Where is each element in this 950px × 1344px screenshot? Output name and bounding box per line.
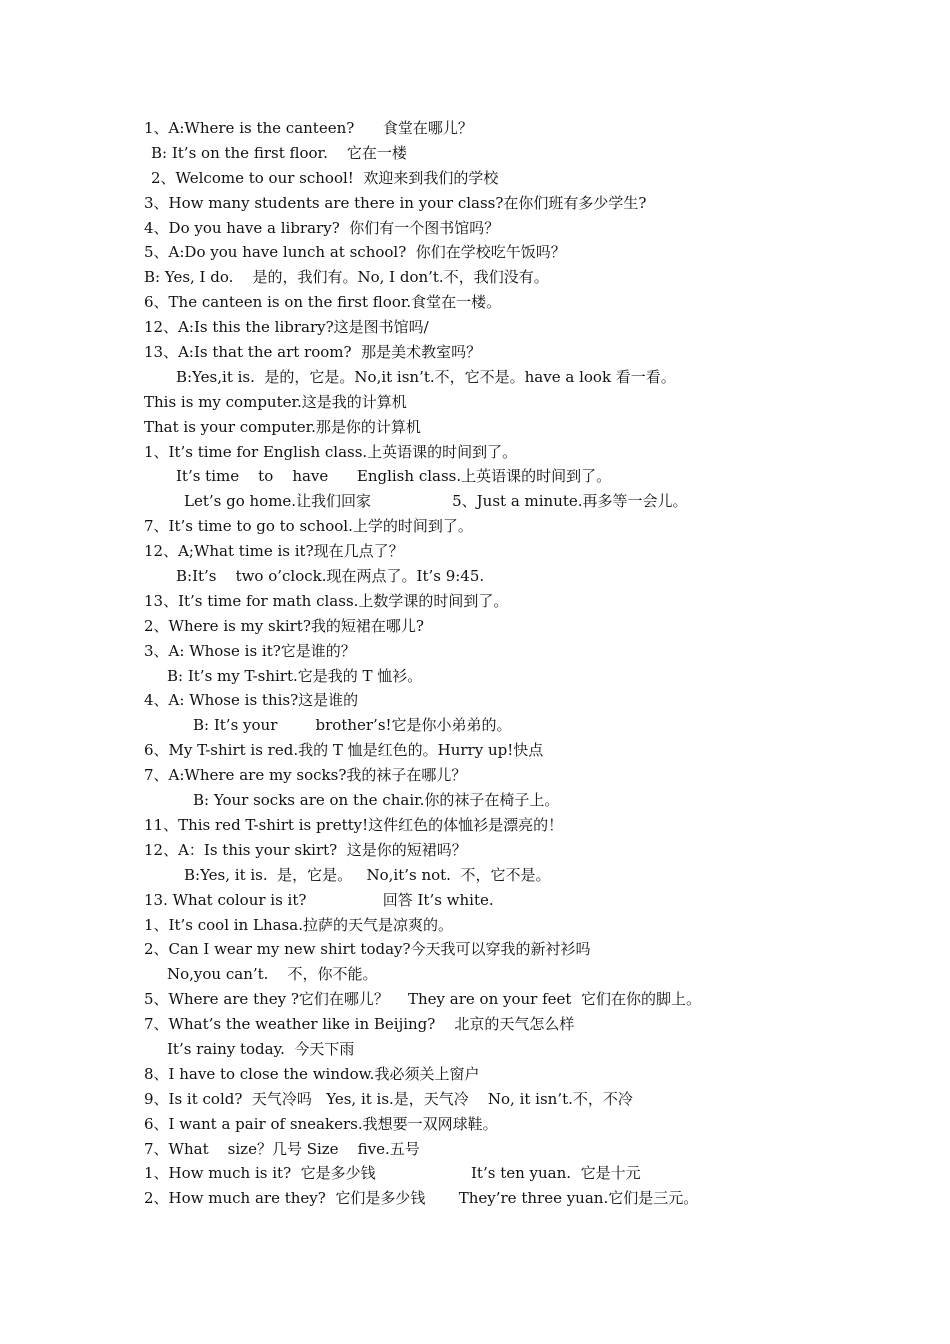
text-line: 7、What’s the weather like in Beijing? 北京的天气怎么样 xyxy=(144,1015,575,1034)
text-line: B:Yes,it is. 是的，它是。No,it isn’t.不，它不是。have a look 看一看。 xyxy=(176,367,676,386)
text-line: Let’s go home.让我们回家 5、Just a minute.再多等一会儿。 xyxy=(184,492,688,511)
text-line: 1、A:Where is the canteen? 食堂在哪儿？ xyxy=(144,119,473,137)
text-line: 2、Welcome to our school! 欢迎来到我们的学校 xyxy=(151,168,499,187)
text-line: 4、Do you have a library? 你们有一个图书馆吗？ xyxy=(144,218,500,237)
text-line: 7、It’s time to go to school.上学的时间到了。 xyxy=(144,517,473,536)
text-line: 3、How many students are there in your class?在你们班有多少学生? xyxy=(144,193,647,212)
text-line: B: It’s your brother’s!它是你小弟弟的。 xyxy=(193,716,512,735)
text-line: 13、It’s time for math class.上数学课的时间到了。 xyxy=(144,591,509,610)
text-line: It’s rainy today. 今天下雨 xyxy=(167,1039,355,1058)
text-line: B:Yes, it is. 是，它是。 No,it’s not. 不，它不是。 xyxy=(184,865,551,884)
text-line: 2、Can I wear my new shirt today?今天我可以穿我的新衬衫吗 xyxy=(144,940,591,959)
text-lines xyxy=(0,116,950,1211)
text-line: 4、A: Whose is this?这是谁的 xyxy=(144,691,359,710)
text-line: 6、I want a pair of sneakers.我想要一双网球鞋。 xyxy=(144,1114,498,1133)
text-line: 9、Is it cold? 天气冷吗 Yes, it is.是，天气冷 No, it isn’t.不，不冷 xyxy=(144,1089,633,1108)
text-line: 1、It’s time for English class.上英语课的时间到了。 xyxy=(144,442,518,461)
text-line: 5、Where are they ?它们在哪儿？ They are on your feet 它们在你的脚上。 xyxy=(144,990,701,1009)
text-line: 6、My T-shirt is red.我的 T 恤是红色的。Hurry up!快点 xyxy=(144,741,544,760)
text-line: 3、A: Whose is it?它是谁的？ xyxy=(144,641,356,660)
text-line: 2、How much are they? 它们是多少钱 They’re three yuan.它们是三元。 xyxy=(144,1189,699,1208)
text-line: 12、A:Is this the library?这是图书馆吗/ xyxy=(144,318,429,337)
text-line: No,you can’t. 不，你不能。 xyxy=(167,965,378,984)
text-line: 13. What colour is it? 回答 It’s white. xyxy=(144,890,494,909)
text-line: 13、A:Is that the art room? 那是美术教室吗？ xyxy=(144,343,482,362)
text-line: B: It’s on the first floor. 它在一楼 xyxy=(151,143,407,162)
text-line: 6、The canteen is on the first floor.食堂在一楼。 xyxy=(144,293,502,312)
text-line: 2、Where is my skirt?我的短裙在哪儿? xyxy=(144,616,424,635)
text-line: It’s time to have English class.上英语课的时间到了。 xyxy=(176,467,612,486)
text-line: B:It’s two o’clock.现在两点了。It’s 9:45. xyxy=(176,567,485,586)
text-line: This is my computer.这是我的计算机 xyxy=(144,392,407,411)
text-line: B: Your socks are on the chair.你的袜子在椅子上。 xyxy=(193,791,560,810)
text-line: 1、It’s cool in Lhasa.拉萨的天气是凉爽的。 xyxy=(144,915,453,934)
text-line: B: Yes, I do. 是的，我们有。No, I don’t.不，我们没有。 xyxy=(144,268,549,287)
text-line: B: It’s my T-shirt.它是我的 T 恤衫。 xyxy=(167,666,423,685)
text-line: 1、How much is it? 它是多少钱 It’s ten yuan. 它是十元 xyxy=(144,1164,641,1183)
text-line: 11、This red T-shirt is pretty!这件红色的体恤衫是漂亮的！ xyxy=(144,815,564,834)
text-line: 5、A:Do you have lunch at school? 你们在学校吃午饭吗？ xyxy=(144,243,566,262)
text-line: 7、A:Where are my socks?我的袜子在哪儿？ xyxy=(144,766,467,785)
text-line: 8、I have to close the window.我必须关上窗户 xyxy=(144,1064,480,1083)
text-line: 12、A;What time is it?现在几点了？ xyxy=(144,542,404,561)
text-line: 7、What size？几号 Size five.五号 xyxy=(144,1139,420,1158)
text-line: That is your computer.那是你的计算机 xyxy=(144,417,421,436)
text-line: 12、A：Is this your skirt? 这是你的短裙吗？ xyxy=(144,840,467,859)
